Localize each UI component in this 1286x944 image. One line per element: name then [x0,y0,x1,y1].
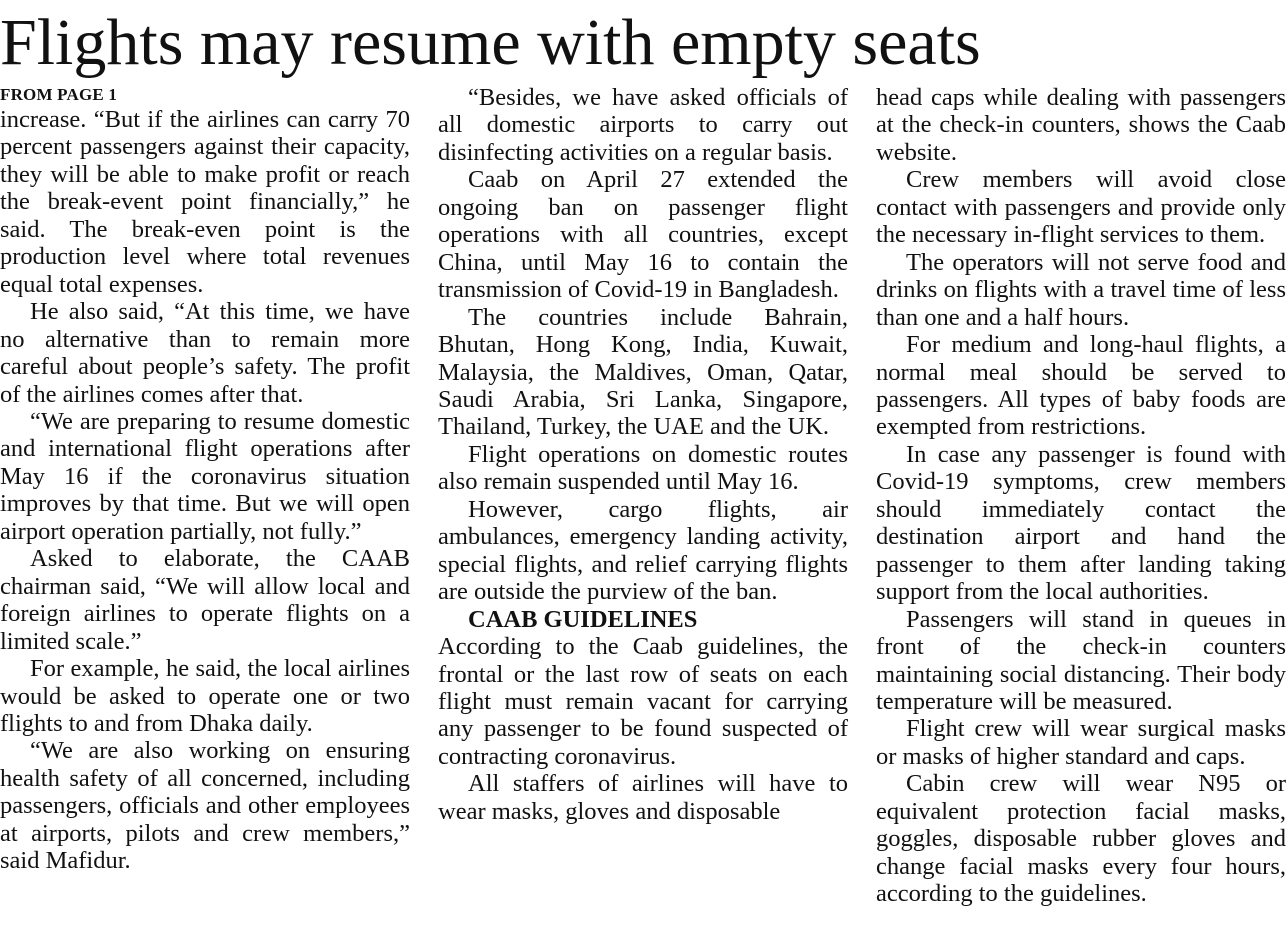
paragraph: head caps while dealing with passengers at the check-in counters, shows the Caab website. [876,84,1286,166]
paragraph: “We are also working on ensuring health safety of all concerned, including passengers, officials and other employees at airports, pilots and crew members,” said Mafidur. [0,737,410,875]
article-column-2 [438,84,848,825]
paragraph: He also said, “At this time, we have no alternative than to remain more careful about people’s safety. The profit of the airlines comes after that. [0,298,410,408]
paragraph: Asked to elaborate, the CAAB chairman said, “We will allow local and foreign airlines to operate flights on a limited scale.” [0,545,410,655]
paragraph: Flight crew will wear surgical masks or masks of higher standard and caps. [876,715,1286,770]
paragraph: Flight operations on domestic routes also remain suspended until May 16. [438,440,848,496]
paragraph: For medium and long-haul flights, a normal meal should be served to passengers. All types of baby foods are exempted from restrictions. [876,331,1286,441]
paragraph: However, cargo flights, air ambulances, emergency landing activity, special flights, and relief carrying flights are outside the purview of the ban. [438,495,848,606]
paragraph: According to the Caab guidelines, the frontal or the last row of seats on each flight must remain vacant for carrying any passenger to be found suspected of contracting coronavirus. [438,633,848,770]
paragraph: Cabin crew will wear N95 or equivalent protection facial masks, goggles, disposable rubber gloves and change facial masks every four hours, according to the guidelines. [876,770,1286,908]
paragraph: “Besides, we have asked officials of all domestic airports to carry out disinfecting activities on a regular basis. [438,84,848,166]
paragraph: increase. “But if the airlines can carry 70 percent passengers against their capacity, they will be able to make profit or reach the break-event point financially,” he said. The break-even point is the production level where total revenues equal total expenses. [0,106,410,298]
article-column-3 [876,84,1286,908]
paragraph: The countries include Bahrain, Bhutan, Hong Kong, India, Kuwait, Malaysia, the Maldives, Oman, Qatar, Saudi Arabia, Sri Lanka, Singapore, Thailand, Turkey, the UAE and the UK. [438,303,848,441]
paragraph: All staffers of airlines will have to wear masks, gloves and disposable [438,770,848,825]
paragraph: “We are preparing to resume domestic and international flight operations after May 16 if the coronavirus situation improves by that time. But we will open airport operation partially, not fully.” [0,407,410,545]
jump-line: FROM PAGE 1 [0,85,118,104]
paragraph: Caab on April 27 extended the ongoing ban on passenger flight operations with all countries, except China, until May 16 to contain the transmission of Covid-19 in Bangladesh. [438,166,848,304]
section-subhead: CAAB GUIDELINES [468,605,698,633]
paragraph: Crew members will avoid close contact with passengers and provide only the necessary in-flight services to them. [876,166,1286,249]
paragraph: The operators will not serve food and drinks on flights with a travel time of less than one and a half hours. [876,248,1286,331]
article-headline: Flights may resume with empty seats [0,6,981,79]
article-column-1 [0,84,410,875]
paragraph: In case any passenger is found with Covid-19 symptoms, crew members should immediately contact the destination airport and hand the passenger to them after landing taking support from the local authorities. [876,440,1286,606]
paragraph: Passengers will stand in queues in front of the check-in counters maintaining social distancing. Their body temperature will be measured. [876,605,1286,715]
paragraph: For example, he said, the local airlines would be asked to operate one or two flights to and from Dhaka daily. [0,655,410,737]
